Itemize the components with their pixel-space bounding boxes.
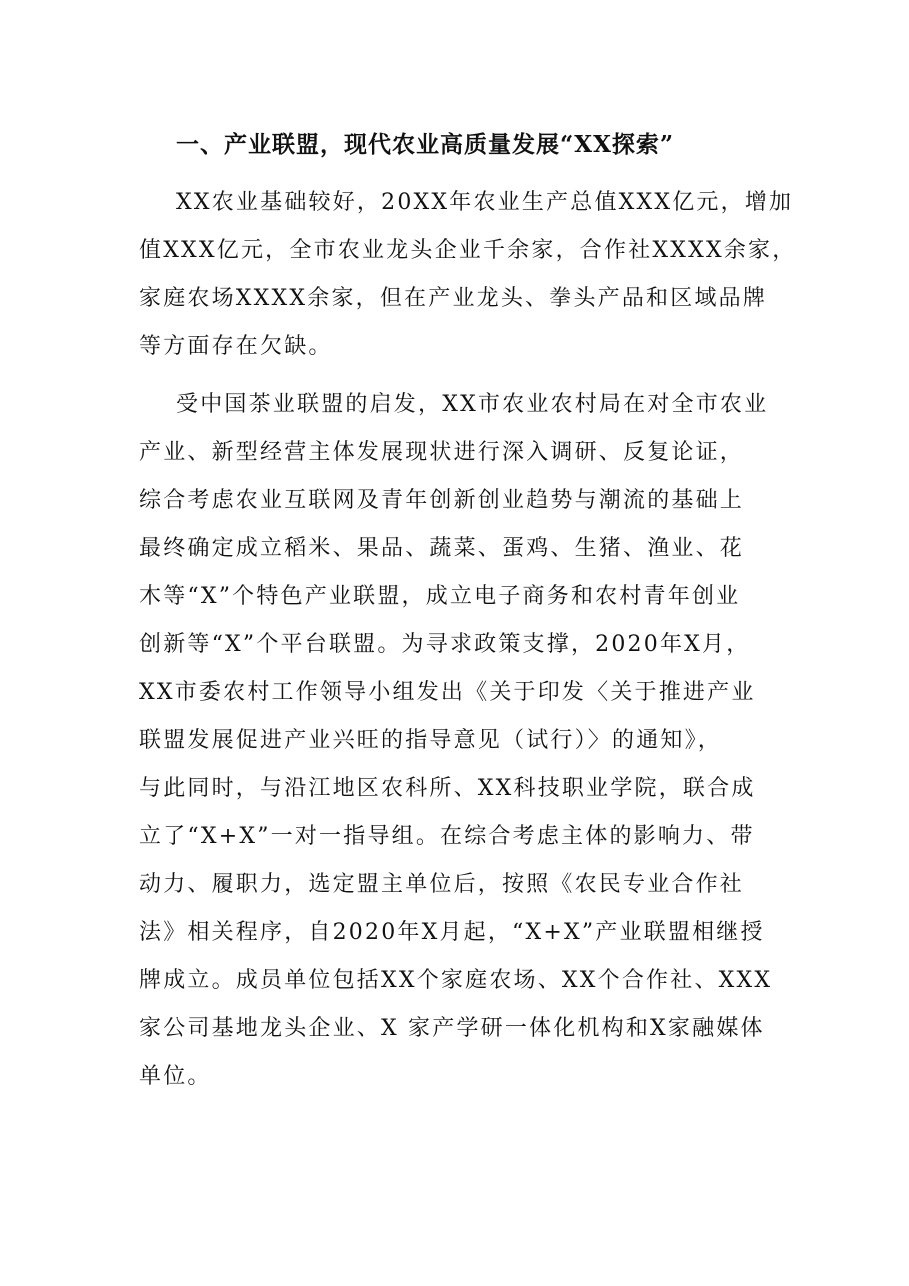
paragraph-2-line-3: 综合考虑农业互联网及青年创新创业趋势与潮流的基础上 <box>139 488 745 513</box>
paragraph-2-line-13: 牌成立。成员单位包括XX个家庭农场、XX个合作社、XXX <box>139 968 773 993</box>
paragraph-2-line-9: 与此同时，与沿江地区农科所、XX科技职业学院，联合成 <box>139 776 756 801</box>
paragraph-2-line-8: 联盟发展促进产业兴旺的指导意见（试行）〉的通知》， <box>139 728 723 753</box>
paragraph-2-line-10: 立了“X+X”一对一指导组。在综合考虑主体的影响力、带 <box>139 824 755 849</box>
paragraph-1-line-2: 值XXX亿元，全市农业龙头企业千余家，合作社XXXX余家， <box>139 238 797 263</box>
paragraph-2-line-12: 法》相关程序，自2020年X月起，“X+X”产业联盟相继授 <box>139 920 765 945</box>
paragraph-1-line-4: 等方面存在欠缺。 <box>139 334 333 359</box>
paragraph-2-line-14: 家公司基地龙头企业、X 家产学研一体化机构和X家融媒体 <box>139 1016 765 1041</box>
paragraph-1-line-3: 家庭农场XXXX余家，但在产业龙头、拳头产品和区域品牌 <box>139 286 768 311</box>
paragraph-2-line-2: 产业、新型经营主体发展现状进行深入调研、反复论证， <box>139 440 745 465</box>
paragraph-2-line-5: 木等“X”个特色产业联盟，成立电子商务和农村青年创业 <box>139 584 741 609</box>
section-heading: 一、产业联盟，现代农业高质量发展“XX探索” <box>176 131 675 158</box>
paragraph-2-line-4: 最终确定成立稻米、果品、蔬菜、蛋鸡、生猪、渔业、花 <box>139 536 745 561</box>
paragraph-2-line-6: 创新等“X”个平台联盟。为寻求政策支撑，2020年X月， <box>139 632 751 657</box>
paragraph-1-line-1: XX农业基础较好，20XX年农业生产总值XXX亿元，增加 <box>176 190 794 215</box>
paragraph-2-line-15: 单位。 <box>139 1064 212 1089</box>
paragraph-2-line-1: 受中国茶业联盟的启发，XX市农业农村局在对全市农业 <box>176 392 769 417</box>
paragraph-2-line-7: XX市委农村工作领导小组发出《关于印发〈关于推进产业 <box>139 680 756 705</box>
paragraph-2-line-11: 动力、履职力，选定盟主单位后，按照《农民专业合作社 <box>139 872 745 897</box>
